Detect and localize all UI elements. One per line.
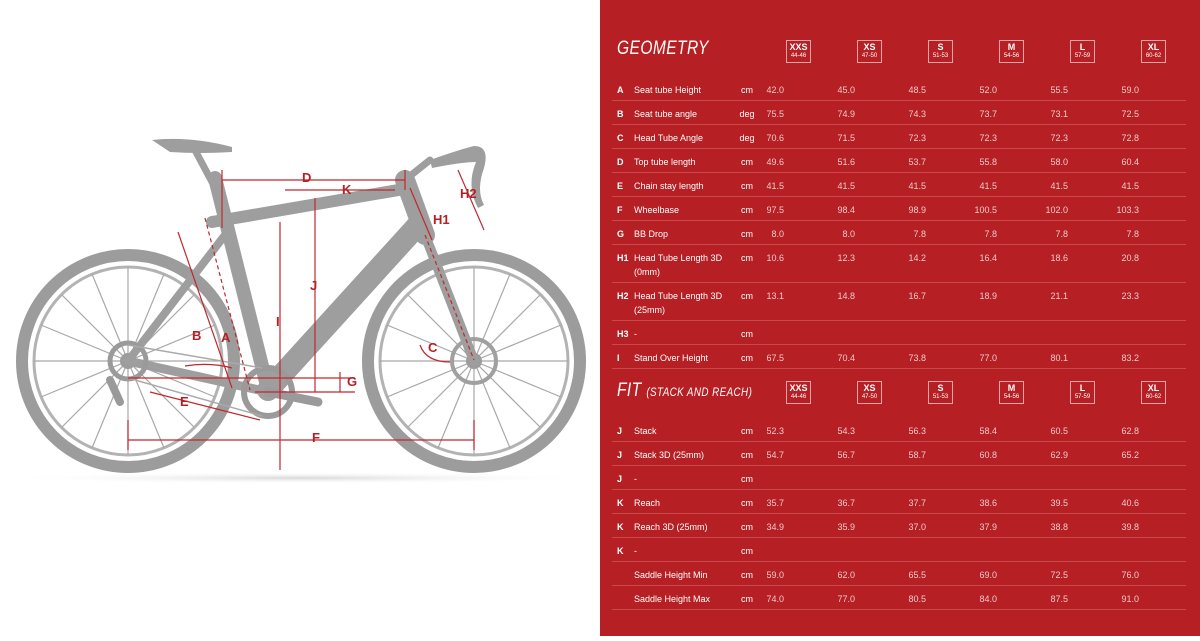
row-value: 84.0 [979,594,997,604]
row-value: 42.0 [766,85,784,95]
row-value: 65.2 [1121,450,1139,460]
row-value: 20.8 [1121,253,1139,263]
row-label: Stack [634,426,657,436]
row-value: 98.4 [837,205,855,215]
row-value: 34.9 [766,522,784,532]
row-label: - [634,546,637,556]
label-h2: H2 [460,186,477,201]
table-row [612,76,1186,101]
table-row [612,148,1186,173]
label-k: K [342,182,352,197]
label-c: C [428,340,438,355]
row-code: K [617,522,624,532]
row-value: 55.8 [979,157,997,167]
row-value: 37.9 [979,522,997,532]
row-code: J [617,450,623,460]
row-value: 70.4 [837,353,855,363]
row-value: 51.6 [837,157,855,167]
row-value: 10.6 [766,253,784,263]
row-value: 52.3 [766,426,784,436]
table-row [612,320,1186,345]
table-row [612,585,1186,610]
row-value: 73.8 [908,353,926,363]
saddle [152,139,232,153]
row-value: 62.0 [837,570,855,580]
table-row [612,172,1186,197]
row-value: 72.3 [979,133,997,143]
row-unit: deg [739,133,755,143]
size-header-s [928,381,953,404]
row-label: Seat tube Height [634,85,702,95]
row-value: 40.6 [1121,498,1139,508]
row-value: 14.2 [908,253,926,263]
label-b: B [192,328,202,343]
row-code: I [617,353,620,363]
row-unit: cm [741,594,753,604]
table-row [612,282,1186,321]
label-i: I [276,314,280,329]
row-value: 77.0 [979,353,997,363]
row-value: 87.5 [1050,594,1068,604]
row-value: 41.5 [766,181,784,191]
row-label: BB Drop [634,229,669,239]
row-value: 56.7 [837,450,855,460]
row-value: 65.5 [908,570,926,580]
row-value: 59.0 [1121,85,1139,95]
row-code: E [617,181,624,191]
row-label: - [634,474,637,484]
label-e: E [180,394,189,409]
size-header-l [1070,40,1095,63]
row-value: 41.5 [908,181,926,191]
row-value: 80.1 [1050,353,1068,363]
size-label: M [1007,42,1016,52]
table-row [612,465,1186,490]
size-header-xxs [786,381,811,404]
size-label: XS [863,42,876,52]
table-row [612,196,1186,221]
size-range: 57-59 [1074,53,1091,59]
row-value: 8.0 [842,229,855,239]
size-label: XS [863,383,876,393]
size-header-s [928,40,953,63]
table-row [612,244,1186,283]
size-range: 47-50 [861,394,878,400]
table-row [612,561,1186,586]
row-value: 7.8 [1126,229,1139,239]
row-unit: cm [741,570,753,580]
row-value: 74.9 [837,109,855,119]
size-label: XXS [789,42,808,52]
row-unit: cm [741,474,753,484]
table-row [612,344,1186,369]
label-g: G [347,374,358,389]
row-value: 70.6 [766,133,784,143]
size-header-xs [857,381,882,404]
geometry-title: GEOMETRY [617,38,709,59]
row-value: 73.1 [1050,109,1068,119]
row-value: 55.5 [1050,85,1068,95]
row-value: 67.5 [766,353,784,363]
row-value: 39.8 [1121,522,1139,532]
size-range: 54-56 [1003,53,1020,59]
label-j: J [310,278,318,293]
label-f: F [312,430,320,445]
row-unit: cm [741,450,753,460]
size-header-xl [1141,40,1166,63]
row-unit: cm [741,329,753,339]
row-value: 76.0 [1121,570,1139,580]
row-label: Head Tube Angle [634,133,704,143]
size-header-xl [1141,381,1166,404]
table-row [612,100,1186,125]
row-unit: cm [741,181,753,191]
row-unit: cm [741,498,753,508]
ground-shadow [0,472,600,484]
row-code: C [617,133,624,143]
row-unit: deg [739,109,755,119]
row-unit: cm [741,85,753,95]
row-value: 59.0 [766,570,784,580]
size-header-xxs [786,40,811,63]
row-value: 60.8 [979,450,997,460]
row-value: 58.7 [908,450,926,460]
row-unit: cm [741,546,753,556]
row-value: 60.4 [1121,157,1139,167]
table-row [612,124,1186,149]
size-range: 51-53 [932,53,949,59]
row-unit: cm [741,353,753,363]
row-value: 41.5 [979,181,997,191]
row-value: 35.9 [837,522,855,532]
measurement-lines [128,170,484,470]
row-value: 41.5 [837,181,855,191]
row-code: H2 [617,291,629,301]
row-value: 14.8 [837,291,855,301]
row-value: 7.8 [1055,229,1068,239]
row-label: - [634,329,637,339]
row-label: Stand Over Height [634,353,709,363]
row-unit: cm [741,522,753,532]
fit-title [617,380,752,402]
row-value: 16.7 [908,291,926,301]
size-label: M [1007,383,1016,393]
row-unit: cm [741,253,753,263]
row-label: Top tube length [634,157,696,167]
row-value: 102.0 [1045,205,1068,215]
size-label: S [937,383,944,393]
row-value: 13.1 [766,291,784,301]
row-value: 48.5 [908,85,926,95]
row-value: 73.7 [979,109,997,119]
row-value: 71.5 [837,133,855,143]
row-value: 35.7 [766,498,784,508]
row-value: 23.3 [1121,291,1139,301]
row-unit: cm [741,291,753,301]
row-value: 91.0 [1121,594,1139,604]
row-value: 41.5 [1121,181,1139,191]
size-header-l [1070,381,1095,404]
table-row [612,513,1186,538]
size-label: L [1079,42,1086,52]
table-row [612,441,1186,466]
row-label: Reach [634,498,661,508]
row-value: 49.6 [766,157,784,167]
row-value: 41.5 [1050,181,1068,191]
row-value: 12.3 [837,253,855,263]
row-value: 77.0 [837,594,855,604]
row-value: 100.5 [974,205,997,215]
size-range: 47-50 [861,53,878,59]
row-value: 72.8 [1121,133,1139,143]
row-value: 83.2 [1121,353,1139,363]
row-label: Saddle Height Max [634,594,711,604]
bike-illustration [0,0,600,636]
size-label: XL [1147,42,1160,52]
row-value: 74.3 [908,109,926,119]
row-value: 56.3 [908,426,926,436]
row-value: 62.9 [1050,450,1068,460]
size-range: 44-46 [790,53,807,59]
row-value: 60.5 [1050,426,1068,436]
row-value: 45.0 [837,85,855,95]
row-label: Reach 3D (25mm) [634,522,708,532]
row-code: K [617,546,624,556]
row-value: 75.5 [766,109,784,119]
handlebar [430,146,486,208]
row-unit: cm [741,157,753,167]
size-header-m [999,40,1024,63]
row-value: 16.4 [979,253,997,263]
row-code: F [617,205,623,215]
row-value: 18.9 [979,291,997,301]
row-label: Head Tube Length 3D (25mm) [634,291,723,315]
row-value: 74.0 [766,594,784,604]
row-value: 38.8 [1050,522,1068,532]
row-value: 72.3 [1050,133,1068,143]
table-row [612,417,1186,442]
row-code: G [617,229,625,239]
table-row [612,489,1186,514]
row-value: 53.7 [908,157,926,167]
row-value: 72.3 [908,133,926,143]
row-code: H3 [617,329,629,339]
row-value: 18.6 [1050,253,1068,263]
size-range: 60-62 [1145,53,1162,59]
row-value: 72.5 [1121,109,1139,119]
fit-title-sub: (STACK AND REACH) [646,385,753,399]
size-range: 44-46 [790,394,807,400]
row-label: Wheelbase [634,205,680,215]
row-code: D [617,157,624,167]
row-value: 21.1 [1050,291,1068,301]
row-value: 37.7 [908,498,926,508]
row-value: 36.7 [837,498,855,508]
size-label: S [937,42,944,52]
label-h1: H1 [433,212,450,227]
row-value: 38.6 [979,498,997,508]
row-label: Chain stay length [634,181,704,191]
row-value: 52.0 [979,85,997,95]
row-code: J [617,474,623,484]
row-value: 80.5 [908,594,926,604]
table-row [612,220,1186,245]
row-code: A [617,85,624,95]
row-unit: cm [741,229,753,239]
row-label: Saddle Height Min [634,570,708,580]
row-unit: cm [741,426,753,436]
size-range: 60-62 [1145,394,1162,400]
row-value: 39.5 [1050,498,1068,508]
row-value: 103.3 [1116,205,1139,215]
size-label: L [1079,383,1086,393]
row-value: 69.0 [979,570,997,580]
row-value: 97.5 [766,205,784,215]
row-unit: cm [741,205,753,215]
row-value: 54.3 [837,426,855,436]
row-value: 8.0 [771,229,784,239]
row-value: 54.7 [766,450,784,460]
size-label: XL [1147,383,1160,393]
row-label: Seat tube angle [634,109,698,119]
row-value: 58.4 [979,426,997,436]
bike-geometry-diagram [0,0,600,636]
row-code: K [617,498,624,508]
row-value: 7.8 [984,229,997,239]
row-value: 58.0 [1050,157,1068,167]
row-value: 98.9 [908,205,926,215]
size-range: 51-53 [932,394,949,400]
geometry-panel [600,0,1200,636]
label-d: D [302,170,312,185]
row-code: J [617,426,623,436]
size-header-xs [857,40,882,63]
row-code: B [617,109,624,119]
label-a: A [221,330,231,345]
size-range: 57-59 [1074,394,1091,400]
row-value: 62.8 [1121,426,1139,436]
row-value: 37.0 [908,522,926,532]
size-label: XXS [789,383,808,393]
row-value: 7.8 [913,229,926,239]
row-value: 72.5 [1050,570,1068,580]
row-label: Stack 3D (25mm) [634,450,705,460]
fit-title-main: FIT [617,380,642,401]
table-row [612,537,1186,562]
row-code: H1 [617,253,629,263]
size-header-m [999,381,1024,404]
row-label: Head Tube Length 3D (0mm) [634,253,723,277]
size-range: 54-56 [1003,394,1020,400]
